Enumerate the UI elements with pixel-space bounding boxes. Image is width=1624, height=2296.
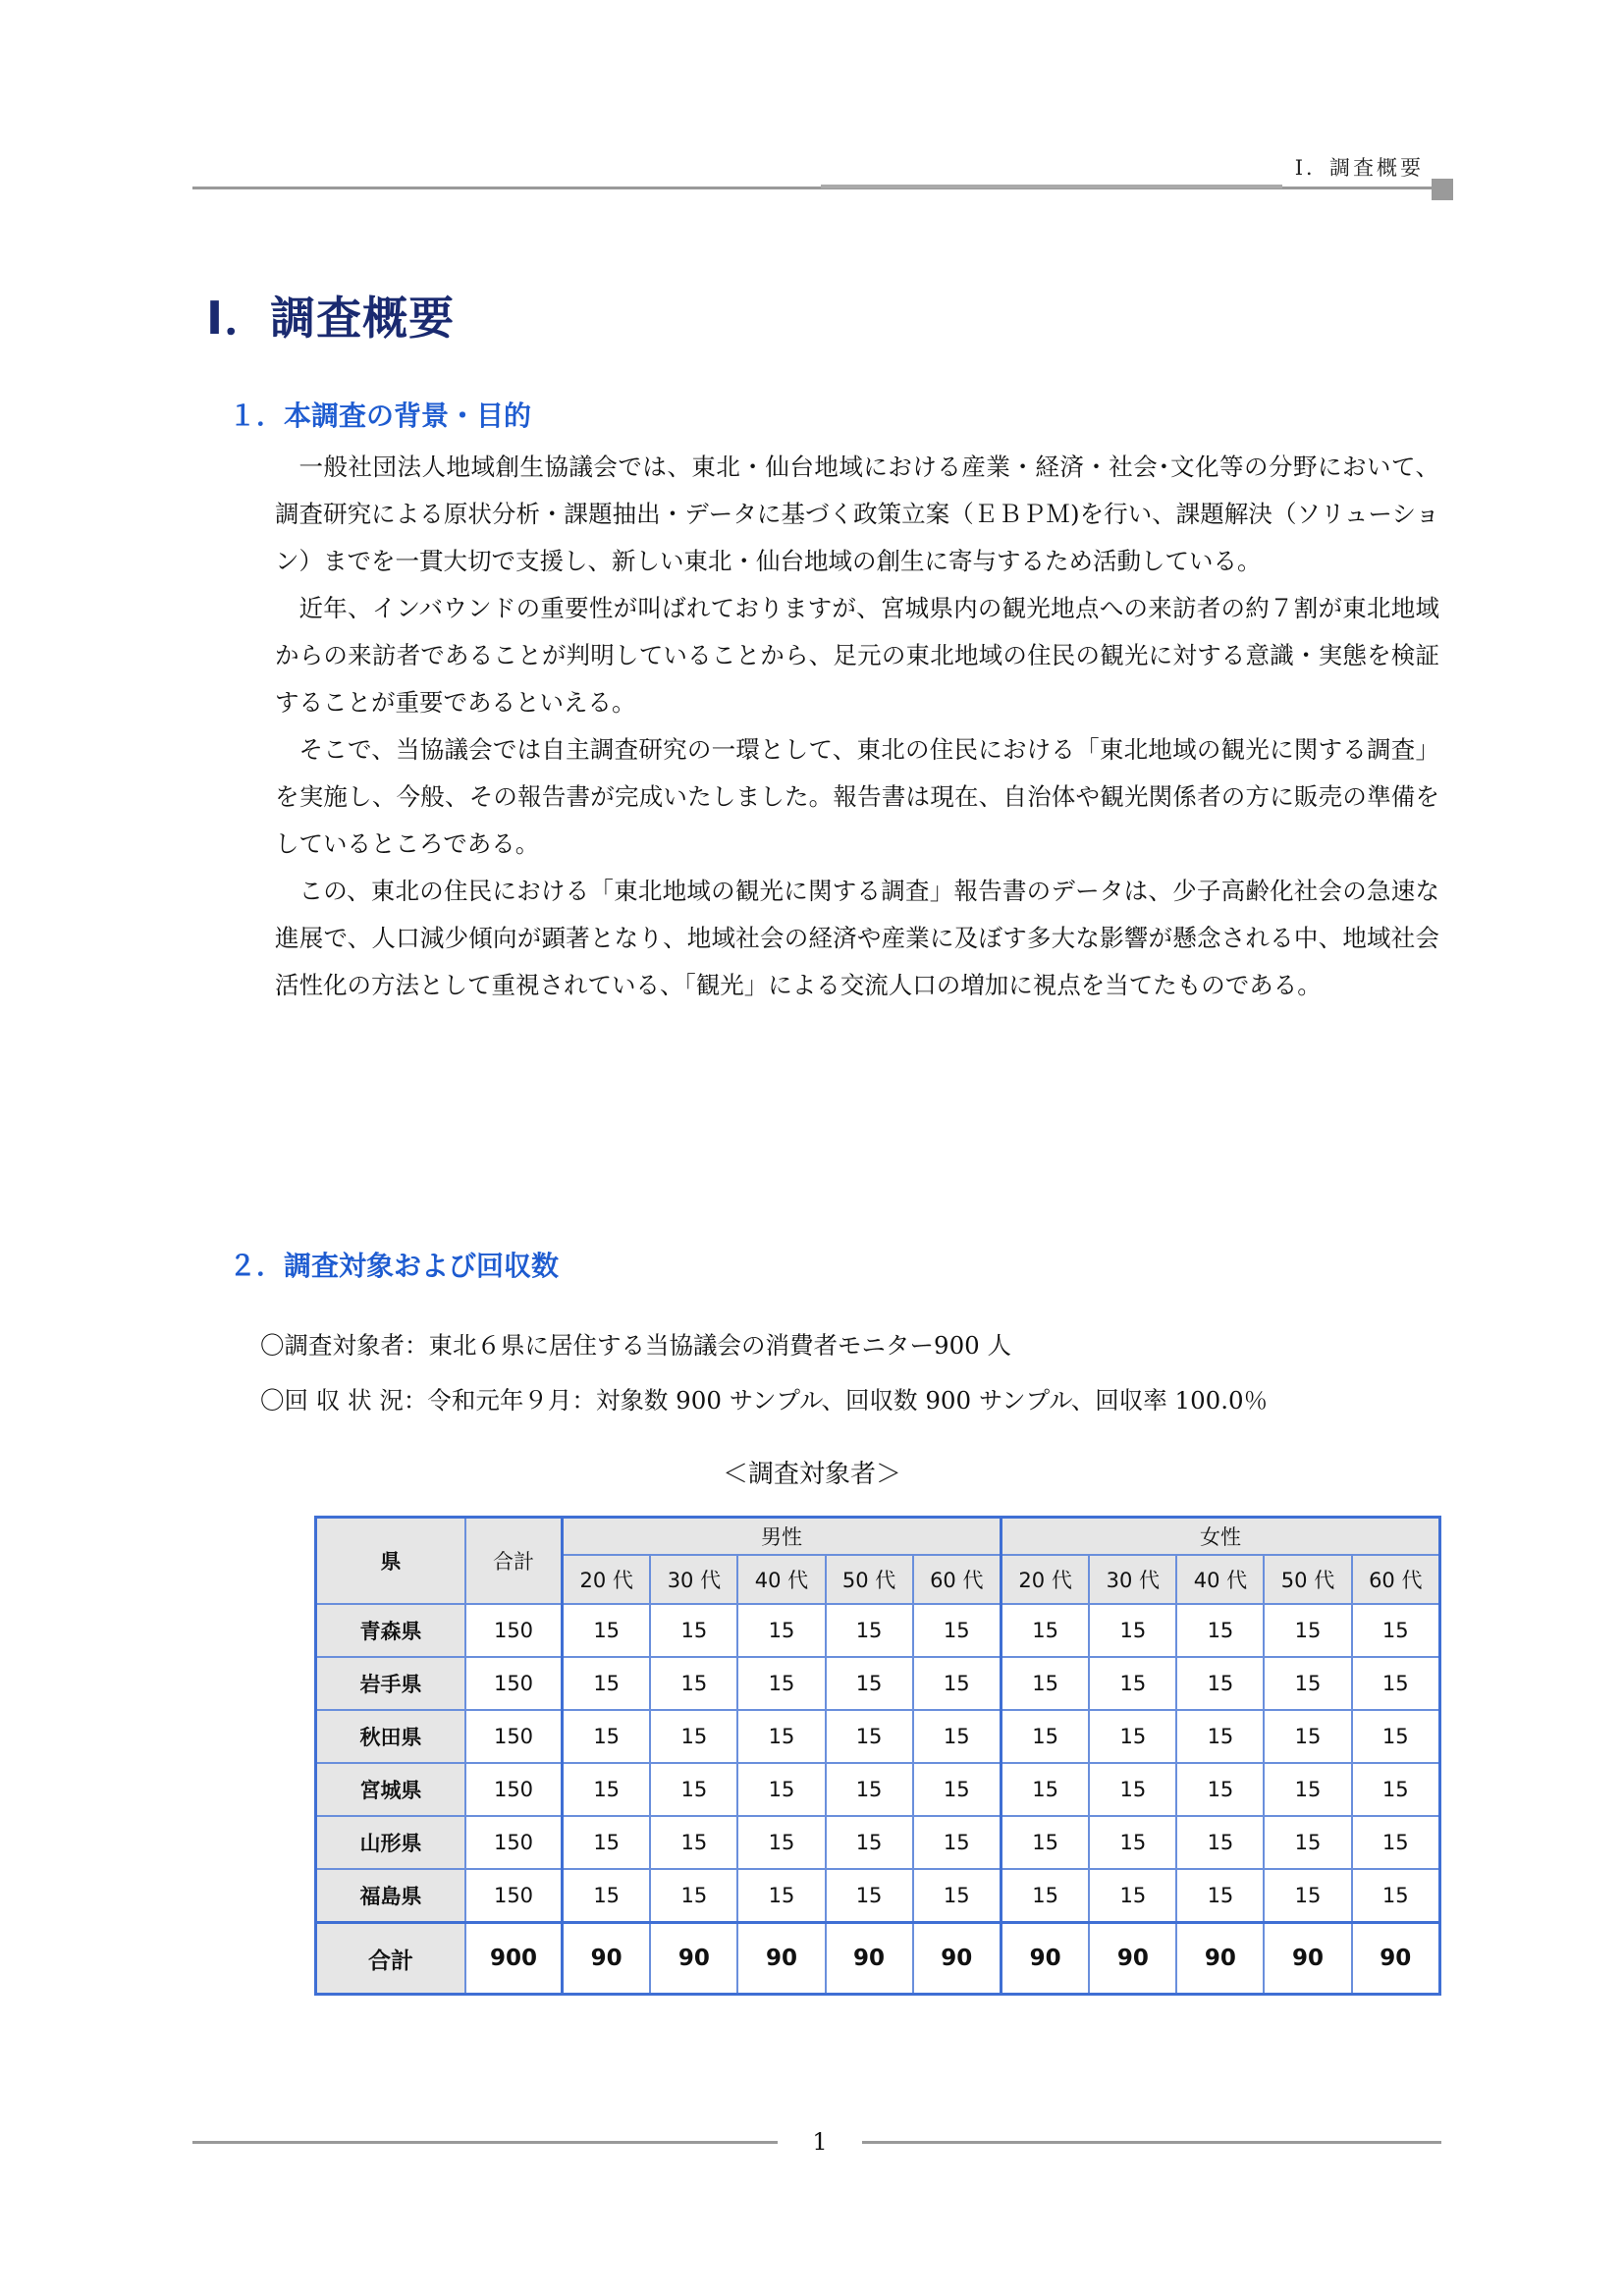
male-cell: 15 (650, 1710, 737, 1763)
male-cell: 15 (826, 1604, 913, 1657)
page-number: 1 (812, 2128, 828, 2156)
column-header-pref: 県 (316, 1518, 466, 1605)
female-cell: 90 (1089, 1923, 1176, 1995)
male-cell: 90 (913, 1923, 1001, 1995)
female-cell: 15 (1001, 1657, 1089, 1710)
section2-heading: ２．調査対象および回収数 (229, 1250, 560, 1282)
male-cell: 15 (563, 1657, 651, 1710)
row-pref-cell: 秋田県 (316, 1710, 466, 1763)
column-header-total: 合計 (465, 1518, 563, 1605)
paragraph: この、東北の住民における「東北地域の観光に関する調査」報告書のデータは、少子高齢化社会の急速な進展で、人口減少傾向が顕著となり、地域社会の経済や産業に及ぼす多大な影響が懸念される中、地域社会活性化の方法として重視されている、「観光」による交流人口の増加に視点を当てたものである。 (275, 877, 1439, 999)
female-cell: 90 (1001, 1923, 1089, 1995)
row-total-cell: 150 (465, 1816, 563, 1869)
table-row (316, 1869, 1440, 1923)
table-row (316, 1657, 1440, 1710)
table-row (316, 1604, 1440, 1657)
male-cell: 15 (737, 1869, 825, 1923)
table-row (316, 1816, 1440, 1869)
male-cell: 15 (737, 1816, 825, 1869)
female-cell: 15 (1264, 1816, 1351, 1869)
male-cell: 15 (826, 1869, 913, 1923)
male-cell: 15 (563, 1816, 651, 1869)
row-pref-cell: 宮城県 (316, 1763, 466, 1816)
male-cell: 15 (913, 1657, 1001, 1710)
male-cell: 15 (650, 1604, 737, 1657)
female-cell: 15 (1352, 1657, 1440, 1710)
column-header-age: 30 代 (650, 1555, 737, 1604)
column-header-age: 40 代 (737, 1555, 825, 1604)
footer-rule-right (862, 2141, 1441, 2144)
female-cell: 15 (1176, 1657, 1264, 1710)
female-cell: 15 (1089, 1816, 1176, 1869)
female-cell: 15 (1264, 1763, 1351, 1816)
male-cell: 15 (826, 1816, 913, 1869)
row-pref-cell: 山形県 (316, 1816, 466, 1869)
female-cell: 15 (1089, 1763, 1176, 1816)
male-cell: 15 (563, 1604, 651, 1657)
male-cell: 15 (737, 1710, 825, 1763)
female-cell: 15 (1176, 1869, 1264, 1923)
column-header-age: 30 代 (1089, 1555, 1176, 1604)
female-cell: 90 (1264, 1923, 1351, 1995)
female-cell: 15 (1352, 1604, 1440, 1657)
male-cell: 15 (737, 1604, 825, 1657)
female-cell: 15 (1176, 1604, 1264, 1657)
row-pref-cell: 岩手県 (316, 1657, 466, 1710)
row-total-cell: 900 (465, 1923, 563, 1995)
section1-heading: １．本調査の背景・目的 (229, 400, 532, 432)
female-cell: 15 (1089, 1657, 1176, 1710)
male-cell: 15 (826, 1657, 913, 1710)
male-cell: 15 (737, 1763, 825, 1816)
table-sum-row (316, 1923, 1440, 1995)
male-cell: 90 (650, 1923, 737, 1995)
column-header-age: 60 代 (913, 1555, 1001, 1604)
male-cell: 15 (650, 1657, 737, 1710)
female-cell: 15 (1352, 1710, 1440, 1763)
female-cell: 15 (1176, 1710, 1264, 1763)
female-cell: 90 (1352, 1923, 1440, 1995)
page-title: Ⅰ．調査概要 (206, 292, 456, 345)
row-pref-cell: 福島県 (316, 1869, 466, 1923)
male-cell: 15 (913, 1816, 1001, 1869)
male-cell: 90 (826, 1923, 913, 1995)
female-cell: 15 (1001, 1763, 1089, 1816)
target-bullet: 〇調査対象者：東北６県に居住する当協議会の消費者モニター900 人 (260, 1331, 1012, 1360)
row-total-cell: 150 (465, 1710, 563, 1763)
male-cell: 90 (563, 1923, 651, 1995)
female-cell: 15 (1264, 1604, 1351, 1657)
paragraph: そこで、当協議会では自主調査研究の一環として、東北の住民における「東北地域の観光に関する調査」を実施し、今般、その報告書が完成いたしました。報告書は現在、自治体や観光関係者の方に販売の準備をしているところである。 (275, 735, 1439, 858)
female-cell: 15 (1264, 1710, 1351, 1763)
female-cell: 15 (1176, 1816, 1264, 1869)
female-cell: 15 (1264, 1657, 1351, 1710)
male-cell: 15 (913, 1763, 1001, 1816)
table-row (316, 1763, 1440, 1816)
male-cell: 15 (913, 1869, 1001, 1923)
male-cell: 15 (913, 1710, 1001, 1763)
male-cell: 15 (737, 1657, 825, 1710)
row-pref-cell: 青森県 (316, 1604, 466, 1657)
male-cell: 15 (563, 1763, 651, 1816)
column-header-age: 20 代 (563, 1555, 651, 1604)
male-cell: 15 (563, 1710, 651, 1763)
male-cell: 90 (737, 1923, 825, 1995)
table-row (316, 1710, 1440, 1763)
female-cell: 15 (1089, 1710, 1176, 1763)
female-cell: 15 (1352, 1869, 1440, 1923)
female-cell: 15 (1001, 1816, 1089, 1869)
group-header-female: 女性 (1001, 1518, 1439, 1556)
female-cell: 15 (1089, 1604, 1176, 1657)
male-cell: 15 (650, 1869, 737, 1923)
row-total-cell: 150 (465, 1869, 563, 1923)
row-pref-cell: 合計 (316, 1923, 466, 1995)
header-rule (192, 187, 1439, 189)
female-cell: 15 (1264, 1869, 1351, 1923)
running-header: Ⅰ．調査概要 (1294, 156, 1424, 180)
female-cell: 15 (1352, 1816, 1440, 1869)
female-cell: 90 (1176, 1923, 1264, 1995)
column-header-age: 50 代 (1264, 1555, 1351, 1604)
paragraph: 一般社団法人地域創生協議会では、東北・仙台地域における産業・経済・社会･文化等の分野において、調査研究による原状分析・課題抽出・データに基づく政策立案（ＥＢＰＭ)を行い、課題解決（ソリューション）までを一貫大切で支援し、新しい東北・仙台地域の創生に寄与するため活動している。 (275, 453, 1439, 575)
row-total-cell: 150 (465, 1763, 563, 1816)
male-cell: 15 (826, 1710, 913, 1763)
survey-table (314, 1516, 1441, 1996)
header-marker (1432, 179, 1453, 200)
collection-bullet: 〇回 収 状 況：令和元年９月：対象数 900 サンプル、回収数 900 サンプル、回収率 100.0％ (260, 1386, 1269, 1415)
column-header-age: 40 代 (1176, 1555, 1264, 1604)
male-cell: 15 (913, 1604, 1001, 1657)
section1-body (275, 444, 1439, 1009)
female-cell: 15 (1001, 1710, 1089, 1763)
female-cell: 15 (1352, 1763, 1440, 1816)
row-total-cell: 150 (465, 1604, 563, 1657)
table-caption: ＜調査対象者＞ (722, 1460, 901, 1489)
paragraph: 近年、インバウンドの重要性が叫ばれておりますが、宮城県内の観光地点への来訪者の約７割が東北地域からの来訪者であることが判明していることから、足元の東北地域の住民の観光に対する意識・実態を検証することが重要であるといえる。 (275, 594, 1439, 717)
column-header-age: 20 代 (1001, 1555, 1089, 1604)
male-cell: 15 (650, 1763, 737, 1816)
column-header-age: 60 代 (1352, 1555, 1440, 1604)
female-cell: 15 (1089, 1869, 1176, 1923)
column-header-age: 50 代 (826, 1555, 913, 1604)
group-header-male: 男性 (563, 1518, 1001, 1556)
female-cell: 15 (1176, 1763, 1264, 1816)
male-cell: 15 (563, 1869, 651, 1923)
male-cell: 15 (826, 1763, 913, 1816)
row-total-cell: 150 (465, 1657, 563, 1710)
female-cell: 15 (1001, 1604, 1089, 1657)
male-cell: 15 (650, 1816, 737, 1869)
female-cell: 15 (1001, 1869, 1089, 1923)
